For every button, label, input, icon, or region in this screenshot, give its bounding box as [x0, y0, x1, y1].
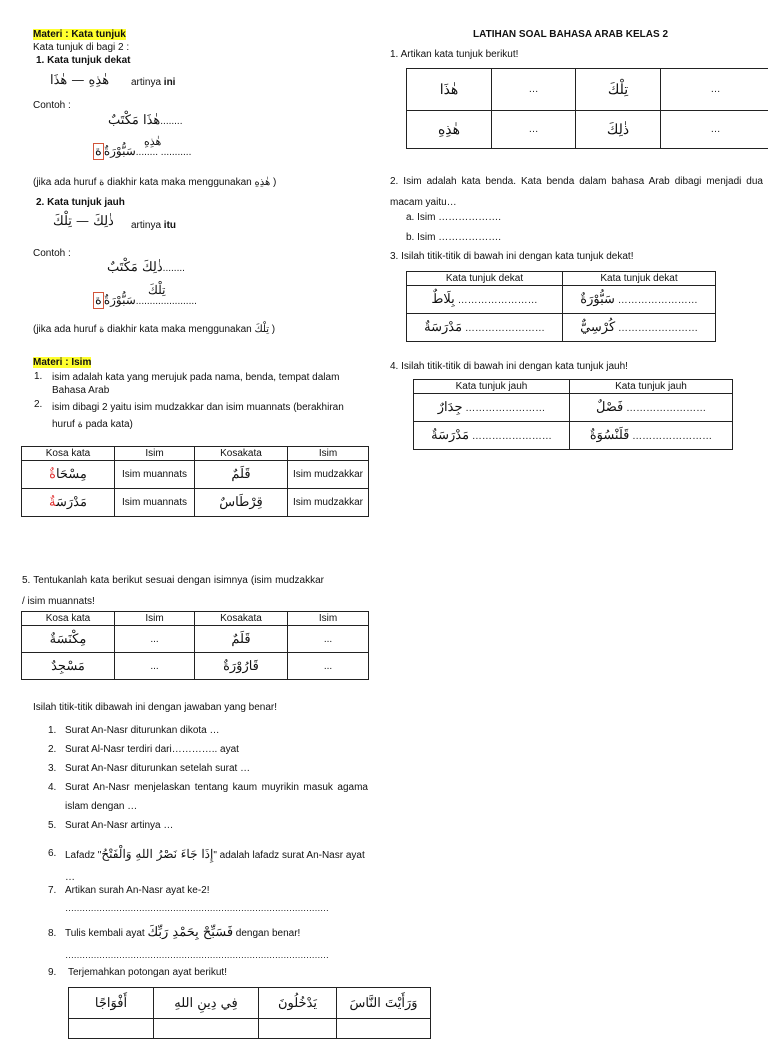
question-7-text: Artikan surah An-Nasr ayat ke-2!: [65, 885, 210, 896]
question-item: 5. Surat An-Nasr artinya …: [48, 816, 368, 835]
table-cell: [407, 286, 563, 314]
table-cell: ...: [288, 626, 369, 653]
q3-table: [406, 271, 716, 342]
arabic-word: فَصْلٌ: [596, 400, 623, 415]
q4-table: [413, 379, 733, 450]
isim-point-2: 2. isim dibagi 2 yaitu isim mudzakkar dan isim muannats (berakhiran huruf ة pada kata): [34, 399, 368, 433]
answer-cell[interactable]: [337, 1019, 431, 1039]
isilah-heading: Isilah titik-titik dibawah ini dengan jawaban yang benar!: [33, 702, 277, 713]
isim-table-header: Isim: [288, 447, 369, 461]
question-8-prefix: Tulis kembali ayat: [65, 928, 147, 939]
materi-isim-heading: Materi : Isim: [33, 357, 91, 368]
question-6-prefix: Lafadz ": [65, 850, 101, 861]
jauh-example-2-arabic: سَبُّوْرَةٌ: [104, 293, 136, 307]
table-cell: مِكْنَسَةٌ: [22, 626, 115, 653]
answer-cell[interactable]: [69, 1019, 154, 1039]
isim-point-2-text: isim dibagi 2 yaitu isim mudzakkar dan isim muannats (berakhiran huruf ة pada kata): [52, 399, 368, 433]
ta-marbuta-letter: ةٌ: [49, 495, 56, 510]
question-6-suffix: " adalah lafadz surat An-Nasr ayat …: [65, 850, 365, 883]
jauh-artinya-prefix: artinya: [131, 220, 164, 231]
table-cell: هٰذِهِ: [407, 111, 492, 149]
jauh-example-2: [93, 292, 197, 309]
isim-word: مِسْحَاةٌ: [49, 467, 87, 482]
question-6-arabic: إِذَا جَاءَ نَصْرُ اللهِ وَالْفَتْحُ: [101, 847, 213, 861]
table-cell: [407, 314, 563, 342]
ta-marbuta-letter: ةٌ: [49, 467, 56, 482]
q5-table-header: Isim: [115, 612, 195, 626]
dekat-artinya-prefix: artinya: [131, 77, 164, 88]
answer-dots[interactable]: ……………………: [618, 323, 698, 334]
answer-dots[interactable]: ……………………: [618, 295, 698, 306]
q5-table-header: Kosakata: [195, 612, 288, 626]
table-cell: ...: [115, 626, 195, 653]
question-8-answer-line[interactable]: …………………………………………………………………………………: [65, 950, 329, 960]
answer-cell[interactable]: …: [492, 69, 576, 111]
question-item: 1. Surat An-Nasr diturunkan dikota …: [48, 721, 368, 740]
question-8-arabic: فَسَبِّحْ بِحَمْدِ رَبِّكَ: [147, 925, 233, 940]
table-cell: هٰذَا: [407, 69, 492, 111]
answer-cell[interactable]: …: [661, 69, 768, 111]
table-cell: قِرْطَاسٌ: [195, 489, 288, 517]
answer-cell[interactable]: [259, 1019, 337, 1039]
table-cell: [414, 422, 570, 450]
question-2: 2. Isim adalah kata benda. Kata benda dalam bahasa Arab dibagi menjadi dua macam yaitu…: [390, 171, 763, 213]
arabic-word: مَدْرَسَةٌ: [431, 428, 469, 443]
table-cell: Isim mudzakkar: [288, 489, 369, 517]
question-2-option-b: b. Isim ……………….: [406, 232, 501, 243]
table-cell: وَرَأَيْتَ النَّاسَ: [337, 988, 431, 1019]
isim-point-1: 1. isim adalah kata yang merujuk pada nama, benda, tempat dalam Bahasa Arab: [34, 371, 368, 397]
ta-marbuta-box: ة: [93, 292, 104, 309]
question-item: 4. Surat An-Nasr menjelaskan tentang kaum muyrikin masuk agama islam dengan …: [48, 778, 368, 816]
question-list: [48, 721, 368, 835]
arabic-word: كُرْسِيٌّ: [580, 320, 615, 335]
q5-table-header: Isim: [288, 612, 369, 626]
jauh-note: (jika ada huruf ة diakhir kata maka menggunakan تِلْكَ ): [33, 324, 275, 335]
jauh-example-2-dots: ......................: [136, 296, 197, 307]
q5-table: [21, 611, 369, 680]
table-cell: [22, 489, 115, 517]
question-item: 2. Surat Al-Nasr terdiri dari………….. ayat: [48, 740, 368, 759]
table-cell: Isim mudzakkar: [288, 461, 369, 489]
question-text: Surat An-Nasr artinya …: [65, 820, 173, 831]
table-cell: ...: [288, 653, 369, 680]
table-cell: Isim muannats: [115, 489, 195, 517]
question-item: 3. Surat An-Nasr diturunkan setelah surat …: [48, 759, 368, 778]
question-4: 4. Isilah titik-titik di bawah ini dengan kata tunjuk jauh!: [390, 361, 628, 372]
answer-dots[interactable]: ……………………: [472, 431, 552, 442]
intro-text: Kata tunjuk di bagi 2 :: [33, 42, 129, 53]
table-cell: Isim muannats: [115, 461, 195, 489]
dekat-example-1-arabic: هٰذَا مَكْتَبٌ: [108, 113, 160, 128]
isim-table-header: Kosakata: [195, 447, 288, 461]
answer-dots[interactable]: ……………………: [465, 323, 545, 334]
isim-word: مَدْرَسَةٌ: [49, 495, 87, 510]
jauh-artinya-value: itu: [164, 220, 176, 231]
question-9-text: Terjemahkan potongan ayat berikut!: [68, 967, 227, 978]
answer-cell[interactable]: …: [492, 111, 576, 149]
question-8: 8. Tulis kembali ayat فَسَبِّحْ بِحَمْدِ رَبِّكَ dengan benar!: [48, 925, 300, 940]
q5-table-header: Kosa kata: [22, 612, 115, 626]
q3-table-header: Kata tunjuk dekat: [407, 272, 563, 286]
table-cell: قَلَمٌ: [195, 626, 288, 653]
isim-point-1-text: isim adalah kata yang merujuk pada nama, benda, tempat dalam Bahasa Arab: [52, 371, 368, 397]
answer-dots[interactable]: ……………………: [458, 295, 538, 306]
isim-table-header: Isim: [115, 447, 195, 461]
dekat-artinya-value: ini: [164, 77, 176, 88]
dekat-contoh-label: Contoh :: [33, 100, 71, 111]
jauh-artinya: [131, 220, 176, 231]
isim-table-header: Kosa kata: [22, 447, 115, 461]
dekat-example-1: [108, 112, 183, 128]
question-1: 1. Artikan kata tunjuk berikut!: [390, 49, 518, 60]
table-cell: تِلْكَ: [576, 69, 661, 111]
table-cell: [22, 461, 115, 489]
question-8-suffix: dengan benar!: [233, 928, 300, 939]
q1-table: [406, 68, 768, 149]
dekat-artinya: [131, 77, 175, 88]
jauh-example-2-top: تِلْكَ: [148, 283, 165, 297]
dekat-words: هٰذِهِ — هٰذَا: [50, 73, 109, 88]
answer-dots[interactable]: ……………………: [465, 403, 545, 414]
table-cell: أَفْوَاجًا: [69, 988, 154, 1019]
table-cell: قَارُوْرَةٌ: [195, 653, 288, 680]
dekat-note: (jika ada huruf ة diakhir kata maka menggunakan هٰذِهِ ): [33, 177, 276, 188]
table-cell: [563, 314, 716, 342]
question-5: 5. Tentukanlah kata berikut sesuai dengan isimnya (isim mudzakkar / isim muannats!: [22, 570, 324, 612]
table-cell: [570, 394, 733, 422]
materi-kata-tunjuk-heading: Materi : Kata tunjuk: [33, 29, 126, 40]
arabic-word: مَدْرَسَةٌ: [424, 320, 462, 335]
dekat-example-2: [93, 143, 191, 160]
dekat-example-2-arabic: سَبُّوْرَةٌ: [104, 144, 136, 158]
question-text: Surat An-Nasr menjelaskan tentang kaum muyrikin masuk agama islam dengan …: [65, 778, 368, 816]
table-cell: ...: [115, 653, 195, 680]
kata-tunjuk-dekat-title: 1. Kata tunjuk dekat: [36, 55, 130, 66]
answer-cell[interactable]: …: [661, 111, 768, 149]
table-cell: يَدْخُلُونَ: [259, 988, 337, 1019]
table-cell: [414, 394, 570, 422]
question-7-answer-line[interactable]: …………………………………………………………………………………: [65, 903, 329, 913]
dekat-example-2-top: هٰذِهِ: [144, 135, 161, 148]
dekat-example-1-dots: ........: [160, 116, 182, 127]
dekat-example-2-dots: ........ ...........: [136, 147, 192, 158]
jauh-words: ذٰلِكَ — تِلْكَ: [53, 214, 114, 229]
answer-cell[interactable]: [154, 1019, 259, 1039]
jauh-example-1-arabic: ذٰلِكَ مَكْتَبٌ: [107, 260, 163, 275]
q4-table-header: Kata tunjuk jauh: [570, 380, 733, 394]
isim-table: [21, 446, 369, 517]
q4-table-header: Kata tunjuk jauh: [414, 380, 570, 394]
page-title: LATIHAN SOAL BAHASA ARAB KELAS 2: [473, 29, 668, 40]
question-text: Surat An-Nasr diturunkan setelah surat …: [65, 763, 250, 774]
kata-tunjuk-jauh-title: 2. Kata tunjuk jauh: [36, 197, 125, 208]
answer-dots[interactable]: ……………………: [626, 403, 706, 414]
q9-table: [68, 987, 431, 1039]
question-7: 7. Artikan surah An-Nasr ayat ke-2!: [48, 885, 210, 896]
jauh-example-1-dots: ........: [163, 263, 185, 274]
table-cell: مَسْجِدٌ: [22, 653, 115, 680]
table-cell: [563, 286, 716, 314]
question-text: Surat Al-Nasr terdiri dari………….. ayat: [65, 744, 239, 755]
table-cell: [570, 422, 733, 450]
jauh-example-1: [107, 259, 185, 275]
arabic-word: جِدَارٌ: [438, 400, 463, 415]
question-3: 3. Isilah titik-titik di bawah ini dengan kata tunjuk dekat!: [390, 251, 633, 262]
arabic-word: سَبُّوْرَةٌ: [580, 292, 615, 307]
arabic-word: بِلَاطٌ: [431, 292, 454, 307]
question-text: Surat An-Nasr diturunkan dikota …: [65, 725, 220, 736]
ta-marbuta-box: ة: [93, 143, 104, 160]
table-cell: فِي دِينِ اللهِ: [154, 988, 259, 1019]
question-6: 6. Lafadz "إِذَا جَاءَ نَصْرُ اللهِ وَالْفَتْحُ" adalah lafadz surat An-Nasr ayat …: [48, 843, 368, 889]
q3-table-header: Kata tunjuk dekat: [563, 272, 716, 286]
table-cell: قَلَمٌ: [195, 461, 288, 489]
table-cell: ذٰلِكَ: [576, 111, 661, 149]
arabic-word: قَلَنْسُوَةٌ: [590, 428, 630, 443]
question-2-option-a: a. Isim ……………….: [406, 212, 501, 223]
question-9: 9. Terjemahkan potongan ayat berikut!: [48, 967, 227, 978]
jauh-contoh-label: Contoh :: [33, 248, 71, 259]
answer-dots[interactable]: ……………………: [632, 431, 712, 442]
